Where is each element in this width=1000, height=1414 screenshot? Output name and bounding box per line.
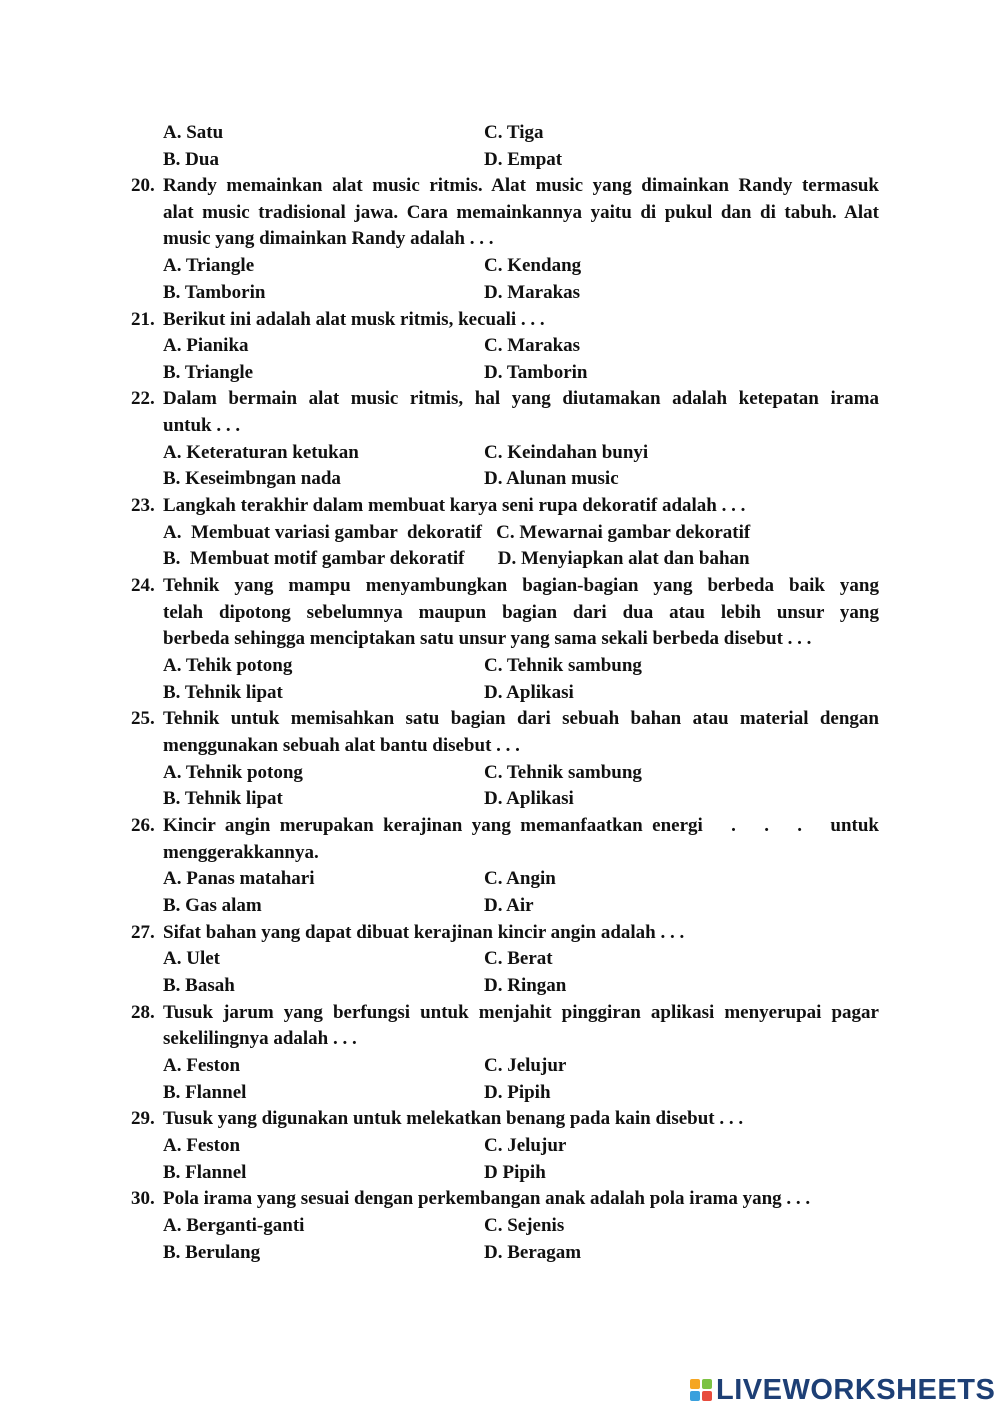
- question-text-line: Tusuk yang digunakan untuk melekatkan benang pada kain disebut . . .: [163, 1108, 744, 1129]
- q30-option-d[interactable]: D. Beragam: [484, 1242, 582, 1263]
- q23-options-b-d[interactable]: B. Membuat motif gambar dekoratif D. Menyiapkan alat dan bahan: [163, 548, 750, 569]
- q26-option-a[interactable]: A. Panas matahari: [163, 868, 315, 889]
- q26-option-d[interactable]: D. Air: [484, 895, 534, 916]
- question-text-line: sekelilingnya adalah . . .: [163, 1028, 357, 1049]
- q29-option-a[interactable]: A. Feston: [163, 1135, 241, 1156]
- question-text-line: Tusuk jarum yang berfungsi untuk menjahit pinggiran aplikasi menyerupai pagar: [163, 1002, 879, 1023]
- q25-option-b[interactable]: B. Tehnik lipat: [163, 788, 283, 809]
- question-number: 29.: [131, 1108, 155, 1129]
- question-number: 20.: [131, 175, 155, 196]
- q28-option-b[interactable]: B. Flannel: [163, 1082, 247, 1103]
- liveworksheets-logo-icon: [690, 1379, 712, 1401]
- question-text-line: Tehnik untuk memisahkan satu bagian dari sebuah bahan atau material dengan: [163, 708, 879, 729]
- q22-option-c[interactable]: C. Keindahan bunyi: [484, 442, 649, 463]
- question-number: 26.: [131, 815, 155, 836]
- q19-option-b[interactable]: B. Dua: [163, 149, 219, 170]
- question-number: 23.: [131, 495, 155, 516]
- q24-option-b[interactable]: B. Tehnik lipat: [163, 682, 283, 703]
- q28-option-a[interactable]: A. Feston: [163, 1055, 241, 1076]
- question-text-line: alat music tradisional jawa. Cara memainkannya yaitu di pukul dan di tabuh. Alat: [163, 202, 879, 223]
- q28-option-d[interactable]: D. Pipih: [484, 1082, 551, 1103]
- q25-option-a[interactable]: A. Tehnik potong: [163, 762, 303, 783]
- q22-option-d[interactable]: D. Alunan music: [484, 468, 619, 489]
- q20-option-d[interactable]: D. Marakas: [484, 282, 581, 303]
- question-number: 22.: [131, 388, 155, 409]
- question-text-line: menggunakan sebuah alat bantu disebut . . .: [163, 735, 520, 756]
- question-text-line: Dalam bermain alat music ritmis, hal yang diutamakan adalah ketepatan irama: [163, 388, 879, 409]
- q27-option-b[interactable]: B. Basah: [163, 975, 235, 996]
- question-text-line: Tehnik yang mampu menyambungkan bagian-bagian yang berbeda baik yang: [163, 575, 879, 596]
- q26-option-c[interactable]: C. Angin: [484, 868, 556, 889]
- question-text-line: Kincir angin merupakan kerajinan yang memanfaatkan energi . . . untuk: [163, 815, 879, 836]
- q30-option-c[interactable]: C. Sejenis: [484, 1215, 565, 1236]
- logo-text: LIVEWORKSHEETS: [716, 1373, 996, 1406]
- q20-option-a[interactable]: A. Triangle: [163, 255, 255, 276]
- q19-option-a[interactable]: A. Satu: [163, 122, 224, 143]
- q24-option-d[interactable]: D. Aplikasi: [484, 682, 574, 703]
- q23-options-a-c[interactable]: A. Membuat variasi gambar dekoratif C. Mewarnai gambar dekoratif: [163, 522, 751, 543]
- q27-option-d[interactable]: D. Ringan: [484, 975, 567, 996]
- question-text-line: untuk . . .: [163, 415, 241, 436]
- q27-option-a[interactable]: A. Ulet: [163, 948, 220, 969]
- q24-option-c[interactable]: C. Tehnik sambung: [484, 655, 642, 676]
- question-text-line: berbeda sehingga menciptakan satu unsur yang sama sekali berbeda disebut . . .: [163, 628, 812, 649]
- question-number: 30.: [131, 1188, 155, 1209]
- q24-option-a[interactable]: A. Tehik potong: [163, 655, 293, 676]
- q29-option-d[interactable]: D Pipih: [484, 1162, 546, 1183]
- q21-option-a[interactable]: A. Pianika: [163, 335, 249, 356]
- q22-option-a[interactable]: A. Keteraturan ketukan: [163, 442, 359, 463]
- q27-option-c[interactable]: C. Berat: [484, 948, 553, 969]
- q21-option-b[interactable]: B. Triangle: [163, 362, 254, 383]
- question-number: 28.: [131, 1002, 155, 1023]
- q30-option-b[interactable]: B. Berulang: [163, 1242, 261, 1263]
- question-text-line: Langkah terakhir dalam membuat karya seni rupa dekoratif adalah . . .: [163, 495, 746, 516]
- question-number: 24.: [131, 575, 155, 596]
- q25-option-c[interactable]: C. Tehnik sambung: [484, 762, 642, 783]
- question-text-line: Pola irama yang sesuai dengan perkembangan anak adalah pola irama yang . . .: [163, 1188, 811, 1209]
- q20-option-b[interactable]: B. Tamborin: [163, 282, 266, 303]
- q21-option-d[interactable]: D. Tamborin: [484, 362, 588, 383]
- q28-option-c[interactable]: C. Jelujur: [484, 1055, 567, 1076]
- q22-option-b[interactable]: B. Keseimbngan nada: [163, 468, 341, 489]
- question-text-line: menggerakkannya.: [163, 842, 319, 863]
- q19-option-c[interactable]: C. Tiga: [484, 122, 544, 143]
- question-number: 27.: [131, 922, 155, 943]
- q26-option-b[interactable]: B. Gas alam: [163, 895, 262, 916]
- q19-option-d[interactable]: D. Empat: [484, 149, 563, 170]
- q29-option-c[interactable]: C. Jelujur: [484, 1135, 567, 1156]
- question-text-line: Berikut ini adalah alat musk ritmis, kecuali . . .: [163, 309, 545, 330]
- question-text-line: Sifat bahan yang dapat dibuat kerajinan kincir angin adalah . . .: [163, 922, 685, 943]
- question-text-line: music yang dimainkan Randy adalah . . .: [163, 228, 494, 249]
- q30-option-a[interactable]: A. Berganti-ganti: [163, 1215, 305, 1236]
- question-number: 21.: [131, 309, 155, 330]
- q20-option-c[interactable]: C. Kendang: [484, 255, 582, 276]
- question-number: 25.: [131, 708, 155, 729]
- question-text-line: telah dipotong sebelumnya maupun bagian dari dua atau lebih unsur yang: [163, 602, 879, 623]
- q25-option-d[interactable]: D. Aplikasi: [484, 788, 574, 809]
- liveworksheets-logo[interactable]: [690, 1374, 995, 1406]
- q29-option-b[interactable]: B. Flannel: [163, 1162, 247, 1183]
- q21-option-c[interactable]: C. Marakas: [484, 335, 581, 356]
- question-text-line: Randy memainkan alat music ritmis. Alat music yang dimainkan Randy termasuk: [163, 175, 879, 196]
